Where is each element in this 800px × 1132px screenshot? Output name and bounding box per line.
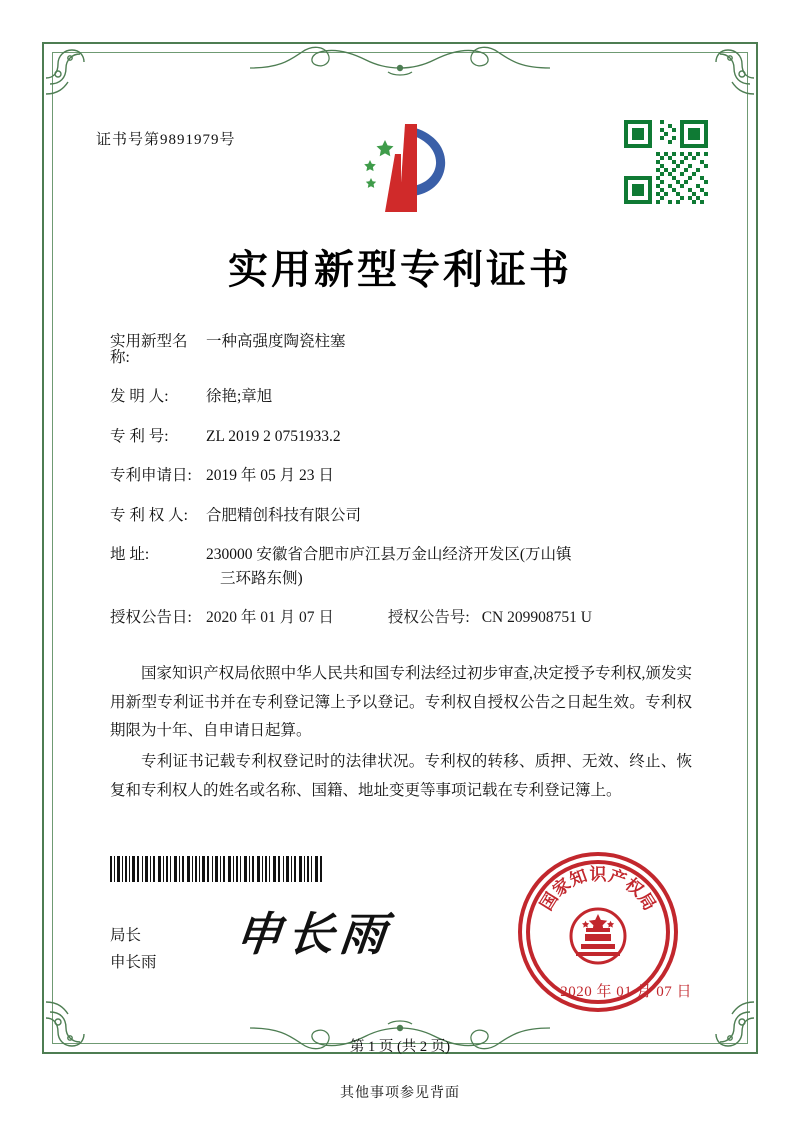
- field-value: [206, 547, 690, 586]
- top-flourish-icon: [250, 38, 550, 80]
- cnipa-logo-icon: [355, 120, 451, 216]
- svg-text:国: 国: [536, 889, 562, 914]
- grant-number-value: CN 209908751 U: [481, 609, 592, 626]
- corner-ornament-icon: [44, 44, 108, 108]
- field-label: 专 利 权 人:: [110, 506, 188, 524]
- grant-date-value: 2020 年 01 月 07 日: [206, 609, 334, 626]
- field-label: 实用新型名称:: [110, 333, 188, 366]
- paragraph-2: 专利证书记载专利权登记时的法律状况。专利权的转移、质押、无效、终止、恢复和专利权人的姓名或名称、国籍、地址变更等事项记载在专利登记簿上。: [110, 753, 692, 799]
- footer-note: 其他事项参见背面: [340, 1086, 460, 1101]
- barcode-icon: [110, 856, 325, 882]
- field-row-inventor: [110, 389, 690, 405]
- signature-name: 申长雨: [110, 954, 157, 972]
- field-row-grant: [110, 610, 690, 626]
- field-row-name: [110, 334, 690, 365]
- signature-block: [110, 922, 157, 976]
- signature-role: 局长: [110, 927, 142, 944]
- body-text: [110, 660, 692, 807]
- qr-code-icon: [624, 120, 708, 204]
- seal-date: 2020 年 01 月 07 日: [560, 984, 692, 1000]
- field-value: 徐艳;章旭: [206, 388, 273, 405]
- svg-text:产: 产: [606, 866, 629, 890]
- field-value: 2019 年 05 月 23 日: [206, 467, 334, 484]
- field-row-patent-number: [110, 429, 690, 445]
- field-label: 专利申请日:: [110, 467, 192, 484]
- grant-number-label: 授权公告号:: [387, 609, 470, 626]
- paragraph-1: 国家知识产权局依照中华人民共和国专利法经过初步审查,决定授予专利权,颁发实用新型专利证书并在专利登记簿上予以登记。专利权自授权公告之日起生效。专利权期限为十年、自申请日起算。: [110, 665, 692, 740]
- field-label: 发 明 人:: [110, 388, 169, 405]
- field-row-address: [110, 547, 690, 586]
- handwritten-signature: 申长雨: [232, 909, 395, 960]
- svg-text:权: 权: [621, 874, 647, 901]
- svg-text:识: 识: [589, 865, 607, 884]
- field-list: [110, 334, 690, 650]
- field-label: 专 利 号:: [110, 427, 169, 445]
- certificate-number: 证书号第9891979号: [96, 132, 236, 148]
- grant-date-label: 授权公告日:: [110, 609, 192, 626]
- svg-text:知: 知: [567, 866, 590, 890]
- field-row-filing-date: [110, 468, 690, 484]
- corner-ornament-icon: [692, 44, 756, 108]
- address-line-2: 三环路东侧): [220, 569, 303, 587]
- field-value: ZL 2019 2 0751933.2: [206, 427, 341, 445]
- field-label: 地 址:: [110, 546, 150, 563]
- address-line-1: 230000 安徽省合肥市庐江县万金山经济开发区(万山镇: [206, 546, 572, 563]
- svg-text:家: 家: [549, 874, 575, 901]
- page-number: 第 1 页 (共 2 页): [349, 1039, 451, 1055]
- svg-text:局: 局: [634, 889, 660, 914]
- field-row-patentee: [110, 508, 690, 524]
- field-value: 合肥精创科技有限公司: [206, 506, 362, 524]
- page-title: 实用新型专利证书: [228, 247, 572, 292]
- field-value: 一种高强度陶瓷柱塞: [206, 333, 346, 350]
